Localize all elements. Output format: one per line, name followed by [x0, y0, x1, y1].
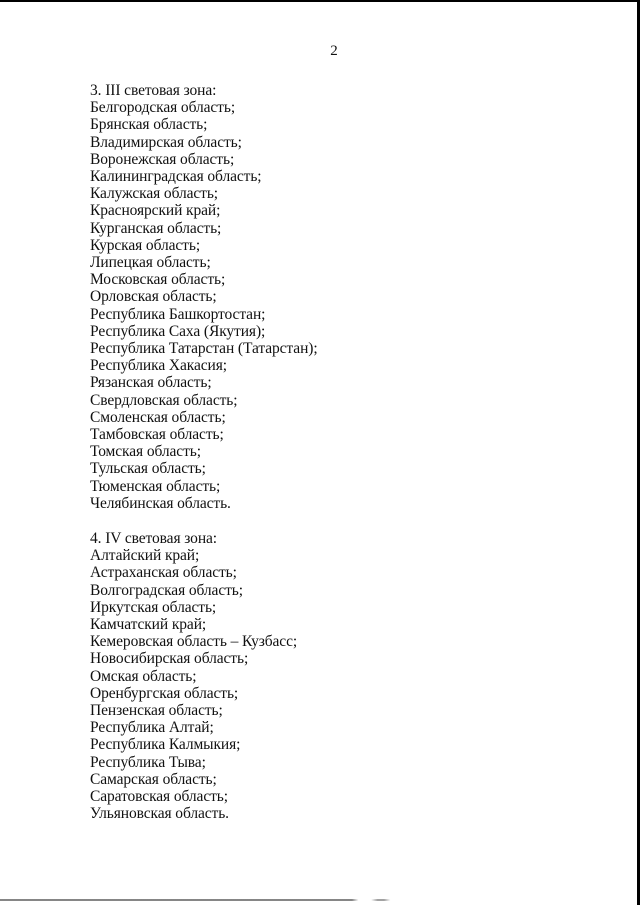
list-item: Тюменская область; [90, 477, 221, 495]
list-item: Волгоградская область; [90, 581, 243, 599]
list-item: Брянская область; [90, 116, 208, 134]
list-item: Калининградская область; [90, 168, 262, 186]
scan-edge-top [0, 0, 640, 2]
list-item: Алтайский край; [90, 547, 200, 565]
list-item: Томская область; [90, 443, 201, 461]
list-item: Калужская область; [90, 185, 219, 203]
list-item: Республика Саха (Якутия); [90, 322, 266, 340]
list-item: Республика Башкортостан; [90, 305, 266, 323]
list-item: Омская область; [90, 667, 197, 685]
list-item: Московская область; [90, 271, 226, 289]
list-item: Республика Хакасия; [90, 357, 227, 375]
section-heading: 4. IV световая зона: [90, 530, 218, 547]
list-item: Тамбовская область; [90, 426, 224, 444]
list-item: Липецкая область; [90, 254, 211, 272]
light-zone-iv-section [90, 530, 297, 822]
list-item: Воронежская область; [90, 150, 235, 168]
list-item: Свердловская область; [90, 391, 238, 409]
list-item: Белгородская область; [90, 99, 236, 117]
list-item: Орловская область; [90, 288, 217, 306]
list-item: Иркутская область; [90, 598, 217, 616]
list-item: Астраханская область; [90, 564, 237, 582]
list-item: Самарская область; [90, 770, 217, 788]
list-item: Тульская область; [90, 460, 206, 478]
list-item: Челябинская область. [90, 494, 231, 512]
list-item: Владимирская область; [90, 133, 242, 151]
region-list [90, 99, 318, 512]
list-item: Камчатский край; [90, 616, 207, 634]
list-item: Курская область; [90, 236, 201, 254]
list-item: Красноярский край; [90, 202, 221, 220]
list-item: Саратовская область; [90, 788, 228, 806]
list-item: Республика Тыва; [90, 753, 206, 771]
list-item: Республика Алтай; [90, 719, 214, 737]
list-item: Республика Татарстан (Татарстан); [90, 340, 318, 358]
list-item: Курганская область; [90, 219, 222, 237]
list-item: Смоленская область; [90, 408, 226, 426]
section-heading: 3. III световая зона: [90, 82, 217, 99]
list-item: Кемеровская область – Кузбасс; [90, 633, 298, 651]
list-item: Новосибирская область; [90, 650, 249, 668]
region-list [90, 547, 297, 822]
list-item: Пензенская область; [90, 702, 223, 720]
light-zone-iii-section [90, 82, 318, 512]
page-number: 2 [330, 43, 338, 59]
list-item: Ульяновская область. [90, 805, 229, 823]
scan-edge-bottom [0, 899, 640, 901]
list-item: Оренбургская область; [90, 684, 239, 702]
list-item: Рязанская область; [90, 374, 212, 392]
list-item: Республика Калмыкия; [90, 736, 241, 754]
